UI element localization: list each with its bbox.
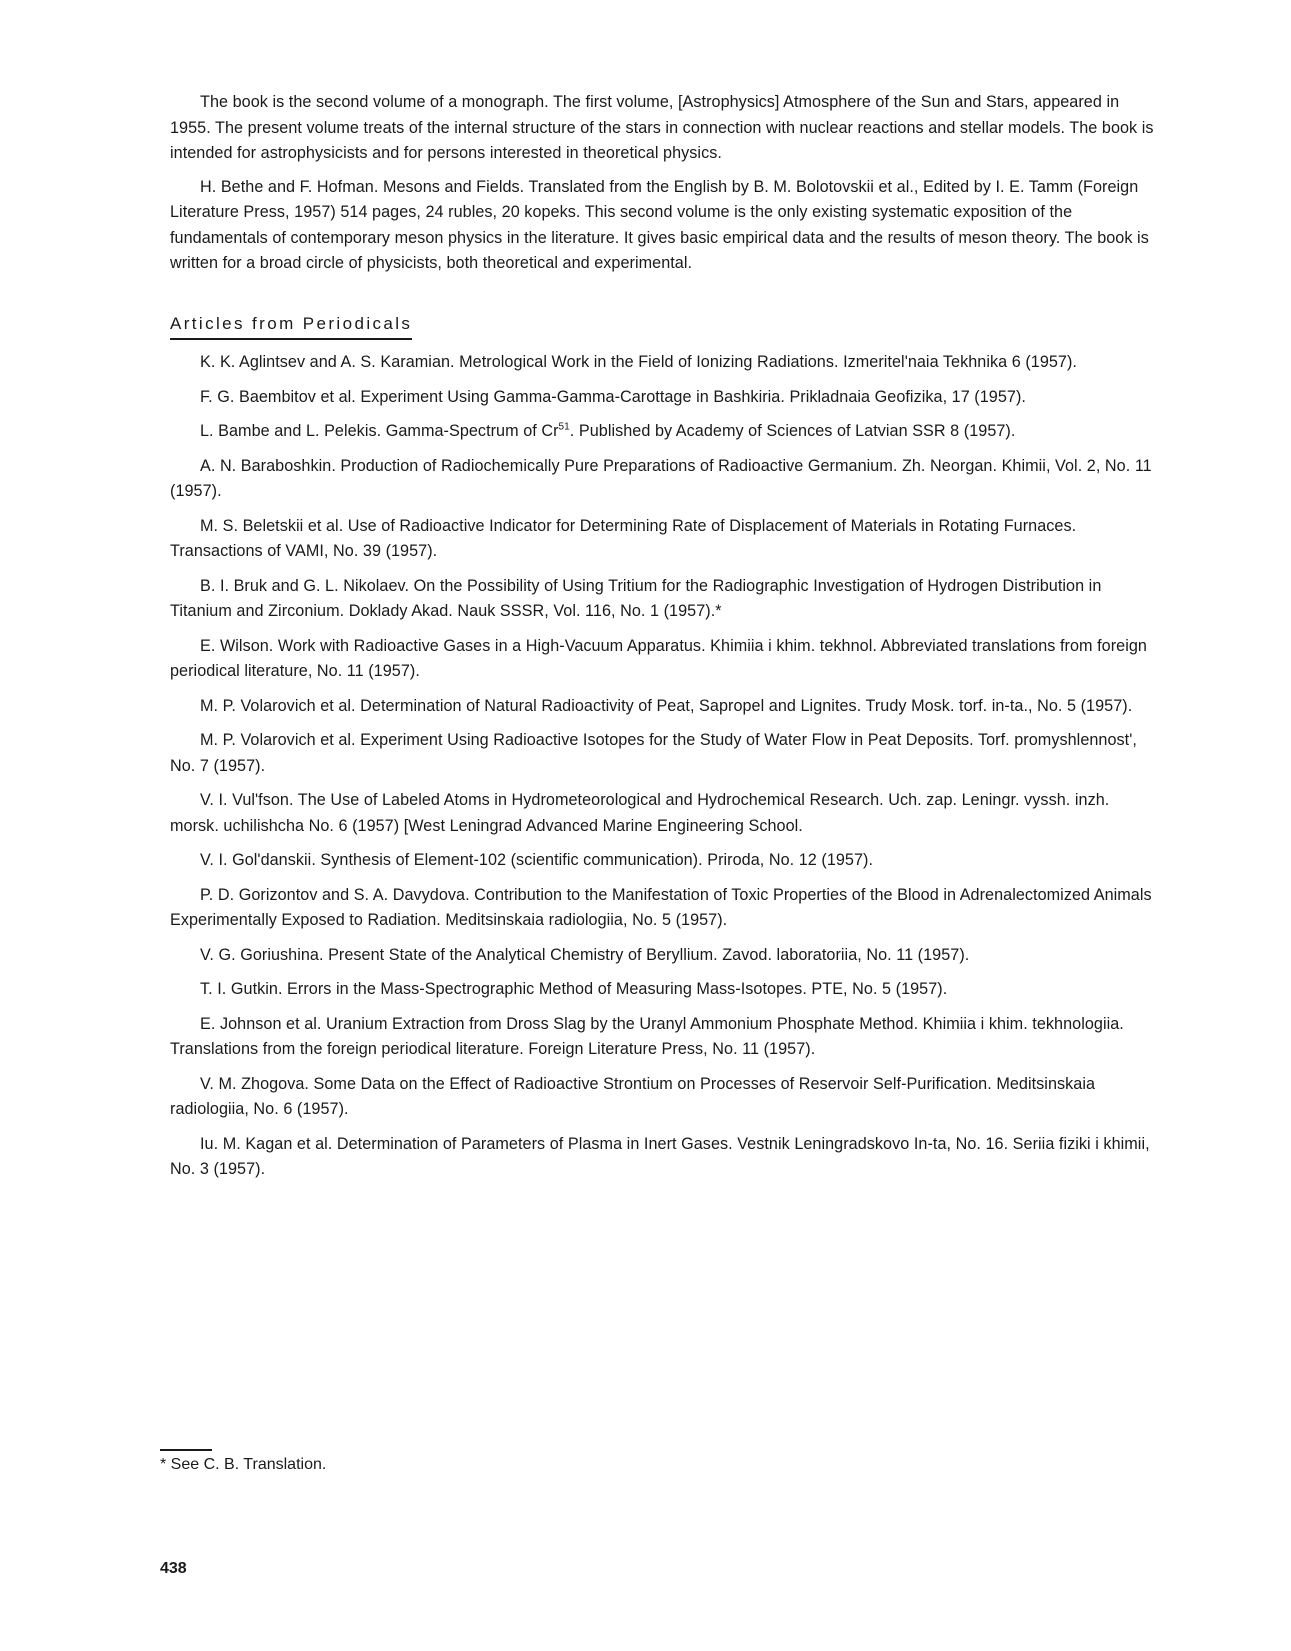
book-review-bethe-hofman: H. Bethe and F. Hofman. Mesons and Fields. Translated from the English by B. M. Bolotovskii et al., Edited by I. E. Tamm (Foreign Literature Press, 1957) 514 pages, 24 rubles, 20 kopeks. This second volume is the only existing systematic exposition of the fundamentals of contemporary meson physics in the literature. It gives basic empirical data and the results of meson theory. The book is written for a broad circle of physicists, both theoretical and experimental.	[170, 177, 1149, 272]
section-heading: Articles from Periodicals	[170, 311, 412, 341]
article-entry	[170, 419, 1160, 445]
article-entry: V. I. Gol'danskii. Synthesis of Element-102 (scientific communication). Priroda, No. 12 (1957).	[200, 851, 874, 869]
article-entry-text: . Published by Academy of Sciences of Latvian SSR 8 (1957).	[569, 422, 1016, 440]
articles-list	[170, 350, 1160, 1183]
article-entry: M. S. Beletskii et al. Use of Radioactive Indicator for Determining Rate of Displacement of Materials in Rotating Furnaces. Transactions of VAMI, No. 39 (1957).	[170, 516, 1077, 560]
intro-paragraph: The book is the second volume of a monograph. The first volume, [Astrophysics] Atmosphere of the Sun and Stars, appeared in 1955. The present volume treats of the internal structure of the stars in connection with nuclear reactions and stellar models. The book is intended for astrophysicists and for persons interested in theoretical physics.	[170, 93, 1154, 162]
footnote: * See C. B. Translation.	[160, 1456, 327, 1473]
article-entry: T. I. Gutkin. Errors in the Mass-Spectrographic Method of Measuring Mass-Isotopes. PTE, No. 5 (1957).	[200, 980, 948, 998]
article-entry: E. Johnson et al. Uranium Extraction from Dross Slag by the Uranyl Ammonium Phosphate Method. Khimiia i khim. tekhnologiia. Translations from the foreign periodical literature. Foreign Literature Press, No. 11 (1957).	[170, 1014, 1124, 1058]
article-entry: V. G. Goriushina. Present State of the Analytical Chemistry of Beryllium. Zavod. laboratoriia, No. 11 (1957).	[200, 945, 970, 964]
article-entry: A. N. Baraboshkin. Production of Radiochemically Pure Preparations of Radioactive Germanium. Zh. Neorgan. Khimii, Vol. 2, No. 11 (1957).	[170, 456, 1152, 500]
article-entry: F. G. Baembitov et al. Experiment Using Gamma-Gamma-Carottage in Bashkiria. Prikladnaia Geofizika, 17 (1957).	[200, 387, 1026, 406]
article-entry: V. I. Vul'fson. The Use of Labeled Atoms in Hydrometeorological and Hydrochemical Research. Uch. zap. Leningr. vyssh. inzh. morsk. uchilishcha No. 6 (1957) [West Leningrad Advanced Marine Engineering School.	[170, 791, 1110, 835]
isotope-superscript: 51	[558, 421, 570, 433]
article-entry: K. K. Aglintsev and A. S. Karamian. Metrological Work in the Field of Ionizing Radiations. Izmeritel'naia Tekhnika 6 (1957).	[200, 353, 1077, 371]
article-entry: V. M. Zhogova. Some Data on the Effect of Radioactive Strontium on Processes of Reservoir Self-Purification. Meditsinskaia radiologiia, No. 6 (1957).	[170, 1074, 1096, 1118]
article-entry: P. D. Gorizontov and S. A. Davydova. Contribution to the Manifestation of Toxic Properties of the Blood in Adrenalectomized Animals Experimentally Exposed to Radiation. Meditsinskaia radiologiia, No. 5 (1957).	[170, 885, 1152, 929]
article-entry: E. Wilson. Work with Radioactive Gases in a High-Vacuum Apparatus. Khimiia i khim. tekhnol. Abbreviated translations from foreign periodical literature, No. 11 (1957).	[170, 636, 1147, 680]
article-entry-text: L. Bambe and L. Pelekis. Gamma-Spectrum of Cr	[200, 422, 559, 440]
page-body	[170, 90, 1160, 1192]
article-entry: M. P. Volarovich et al. Determination of Natural Radioactivity of Peat, Sapropel and Lignites. Trudy Mosk. torf. in-ta., No. 5 (1957).	[200, 696, 1133, 715]
article-entry: M. P. Volarovich et al. Experiment Using Radioactive Isotopes for the Study of Water Flow in Peat Deposits. Torf. promyshlennost', No. 7 (1957).	[170, 731, 1137, 775]
article-entry: Iu. M. Kagan et al. Determination of Parameters of Plasma in Inert Gases. Vestnik Leningradskovo In-ta, No. 16. Seriia fiziki i khimii, No. 3 (1957).	[170, 1134, 1150, 1178]
article-entry: B. I. Bruk and G. L. Nikolaev. On the Possibility of Using Tritium for the Radiographic Investigation of Hydrogen Distribution in Titanium and Zirconium. Doklady Akad. Nauk SSSR, Vol. 116, No. 1 (1957).*	[170, 576, 1102, 620]
footnote-divider	[160, 1449, 212, 1451]
page-number: 438	[160, 1560, 187, 1577]
